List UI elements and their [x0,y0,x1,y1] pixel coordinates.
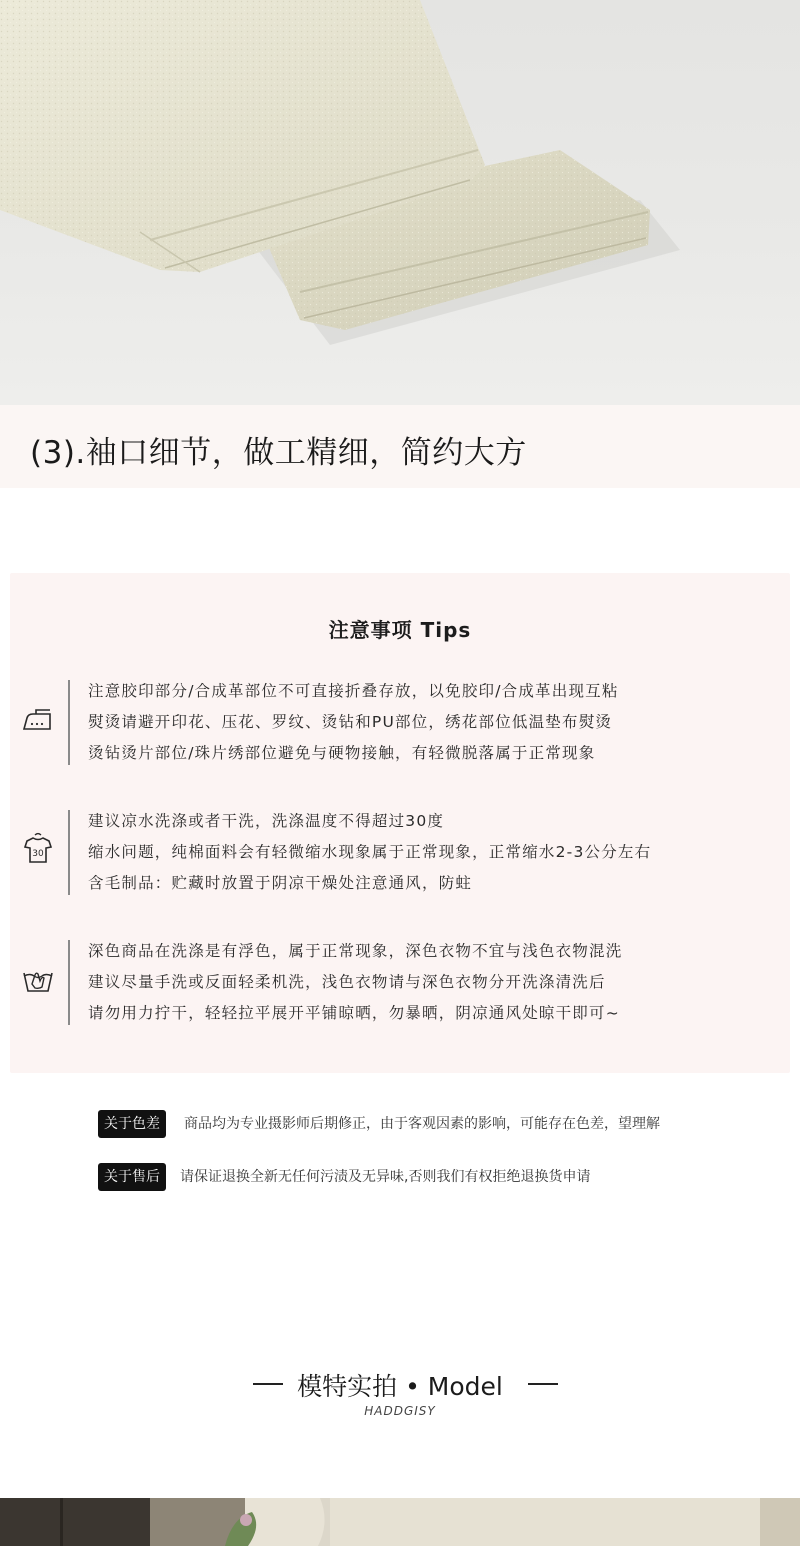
tip-line: 建议凉水洗涤或者干洗，洗涤温度不得超过30度 [88,812,445,830]
model-photo-scene [0,1498,800,1546]
model-section-subtitle: HADDGISY [364,1404,436,1418]
iron-icon [20,703,56,739]
tip-line: 请勿用力拧干，轻轻拉平展开平铺晾晒，勿暴晒，阴凉通风处晾干即可~ [88,1004,620,1022]
tip-group-ironing [0,675,800,770]
tip-line: 烫钻烫片部位/珠片绣部位避免与硬物接触，有轻微脱落属于正常现象 [88,744,596,762]
tip-divider [68,680,70,765]
tip-group-hand-washing [0,935,800,1030]
product-photo-cuff-detail [0,0,800,405]
model-title-dash-right [528,1383,558,1385]
cuff-detail-caption: (3).袖口细节，做工精细，简约大方 [30,435,527,471]
tip-line: 缩水问题，纯棉面料会有轻微缩水现象属于正常现象，正常缩水2-3公分左右 [88,843,652,861]
notice-text: 商品均为专业摄影师后期修正，由于客观因素的影响，可能存在色差，望理解 [184,1116,660,1132]
svg-text:30: 30 [32,849,44,859]
model-section-title: 模特实拍 • Model [297,1372,503,1401]
tip-line: 熨烫请避开印花、压花、罗纹、烫钻和PU部位，绣花部位低温垫布熨烫 [88,713,613,731]
notice-text: 请保证退换全新无任何污渍及无异味,否则我们有权拒绝退换货申请 [180,1169,591,1185]
tip-line: 注意胶印部分/合成革部位不可直接折叠存放，以免胶印/合成革出现互粘 [88,682,619,700]
hand-wash-icon [20,961,56,997]
tips-title: 注意事项 Tips [328,618,472,642]
tip-line: 含毛制品：贮藏时放置于阴凉干燥处注意通风，防蛀 [88,874,473,892]
model-photo [0,1498,800,1546]
tip-line: 深色商品在洗涤是有浮色，属于正常现象，深色衣物不宜与浅色衣物混洗 [88,942,623,960]
tip-group-washing-temperature [0,805,800,900]
notice-badge: 关于售后 [98,1163,166,1191]
tip-line: 建议尽量手洗或反面轻柔机洗，浅色衣物请与深色衣物分开洗涤清洗后 [88,973,606,991]
tip-divider [68,940,70,1025]
tip-divider [68,810,70,895]
shirt-temperature-icon [20,831,56,867]
notice-badge: 关于色差 [98,1110,166,1138]
knit-cuff-illustration [0,0,800,405]
